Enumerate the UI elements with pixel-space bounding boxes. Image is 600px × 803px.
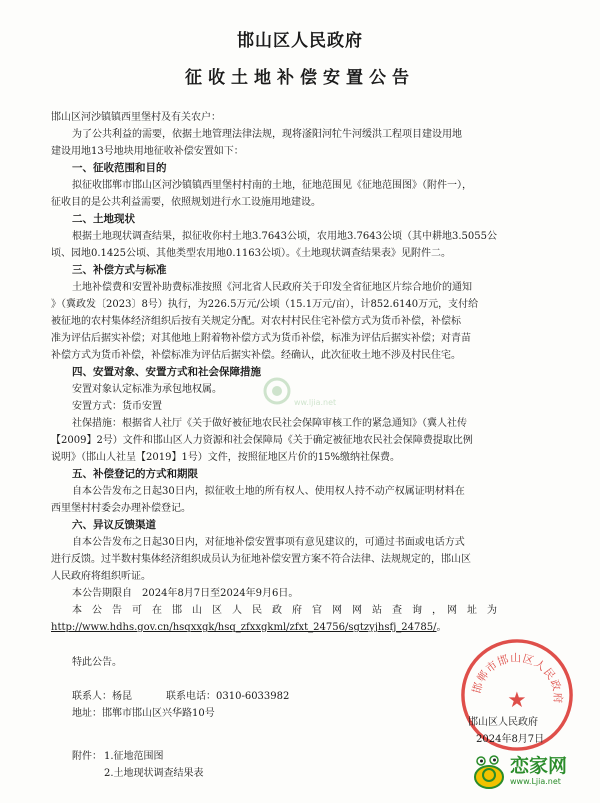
section-heading: 四、安置对象、安置方式和社会保障措施 — [72, 366, 261, 378]
section-line: 顷、园地0.1425公顷、其他类型农用地0.1163公顷）。《土地现状调查结果表》见附件二。 — [51, 248, 451, 259]
section-line: 自本公告发布之日起30日内，拟征收土地的所有权人、使用权人持不动产权属证明材料在 — [72, 486, 465, 497]
section-line: 社保措施：根据省人社厅《关于做好被征地农民社会保障审核工作的紧急通知》（冀人社传 — [72, 418, 467, 429]
attachments-label: 附件： — [72, 751, 102, 762]
section-line: 征收目的是公共利益需要，依照规划进行水工设施用地建设。 — [51, 197, 321, 208]
contact-address-label: 地址： — [72, 708, 102, 719]
contact-person-label: 联系人： — [72, 691, 112, 702]
section-line: 说明》（邯山人社呈【2019】1号）文件，按照征地区片价的15%缴纳社保费。 — [51, 452, 401, 463]
section-line: 补偿方式为货币补偿，补偿标准为评估后据实补偿。经确认，此次征收土地不涉及村民住宅。 — [51, 350, 461, 361]
seal-star-icon: ★ — [507, 687, 527, 713]
section-line: 准为评估后据实补偿；对其他地上附着物补偿方式为货币补偿，标准为评估后据实补偿；对青苗 — [51, 333, 471, 344]
section-line: 进行反馈。过半数村集体经济组织成员认为征地补偿安置方案不符合法律、法规规定的，邯山区 — [51, 554, 471, 565]
website-url-line — [51, 621, 446, 634]
section-line: 拟征收邯郸市邯山区河沙镇镇西里堡村村南的土地，征地范围见《征地范围图》（附件一）， — [72, 180, 472, 191]
contact-person-line — [72, 690, 132, 703]
url-period: 。 — [436, 622, 447, 633]
section-line: 西里堡村村委会办理补偿登记。 — [51, 503, 191, 514]
attachment-item: 2.土地现状调查结果表 — [104, 768, 204, 779]
section-line: 土地补偿费和安置补助费标准按照《河北省人民政府关于印发全省征地区片综合地价的通知 — [72, 282, 472, 293]
contact-phone: 0310-6033982 — [216, 691, 290, 702]
website-url-link[interactable]: http://www.hdhs.gov.cn/hsqxxgk/hsq_zfxxgkml/zfxt_24756/sgtzyjhsfj_24785/ — [51, 622, 437, 633]
section-line: 安置对象认定标准为承包地权属。 — [72, 384, 222, 395]
issuer-title: 邯山区人民政府 — [237, 31, 363, 51]
signature-org: 邯山区人民政府 — [468, 717, 538, 728]
section-line: 自本公告发布之日起30日内，对征地补偿安置事项有意见建议的，可通过书面或电话方式 — [72, 537, 465, 548]
section-line: 根据土地现状调查结果，拟征收你村土地3.7643公顷，农用地3.7643公顷（其中耕地3.5055公 — [72, 231, 497, 242]
center-watermark — [262, 376, 352, 416]
closing-text: 特此公告。 — [72, 657, 122, 668]
snail-mascot-icon — [472, 751, 506, 791]
section-heading: 五、补偿登记的方式和期限 — [72, 468, 198, 480]
section-heading: 六、异议反馈渠道 — [72, 519, 156, 531]
attachment-item: 1.征地范围图 — [104, 751, 164, 762]
logo-text: 恋家网 — [510, 755, 568, 777]
contact-address: 邯郸市邯山区兴华路10号 — [102, 708, 215, 719]
addressee: 邯山区河沙镇镇西里堡村及有关农户： — [51, 112, 221, 123]
section-line: 》（冀政发〔2023〕8号）执行，为226.5万元/公顷（15.1万元/亩），计852.6140万元，支付给 — [51, 299, 479, 310]
intro-line-1: 为了公共利益的需要，依据土地管理法律法规，现将滏阳河牤牛河缓洪工程项目建设用地 — [72, 129, 462, 140]
query-line: 本 公 告 可 在 邯 山 区 人 民 政 府 官 网 网 站 查 询 ， 网 址 为 — [72, 605, 497, 616]
seal-text: 邯郸市邯山区人民政府 — [469, 651, 565, 705]
section-line: 被征地的农村集体经济组织后按有关规定分配。对农村村民住宅补偿方式为货币补偿，补偿标 — [51, 316, 461, 327]
intro-line-2: 建设用地13号地块用地征收补偿安置如下： — [51, 146, 244, 157]
section-line: 人民政府将组织听证。 — [51, 571, 151, 582]
site-logo — [472, 749, 582, 793]
announcement-period: 本公告期限自 2024年8月7日至2024年9月6日。 — [72, 588, 299, 599]
section-line: 安置方式：货币安置 — [72, 401, 162, 412]
contact-phone-line — [166, 690, 289, 703]
watermark-icon — [262, 376, 292, 406]
contact-person: 杨昆 — [112, 691, 132, 702]
announcement-title: 征收土地补偿安置公告 — [185, 68, 415, 88]
contact-phone-label: 联系电话： — [166, 691, 216, 702]
section-heading: 三、补偿方式与标准 — [72, 264, 167, 276]
section-heading: 一、征收范围和目的 — [72, 162, 167, 174]
logo-url: www.Ljia.net — [510, 777, 561, 786]
signature-date: 2024年8月7日 — [476, 734, 545, 745]
section-heading: 二、土地现状 — [72, 213, 135, 225]
section-line: 【2009】2号）文件和邯山区人力资源和社会保障局《关于确定被征地农民社会保障费提取比例 — [51, 435, 473, 446]
contact-address-line — [72, 707, 215, 720]
watermark-text: ww.ljia.net — [294, 398, 337, 407]
